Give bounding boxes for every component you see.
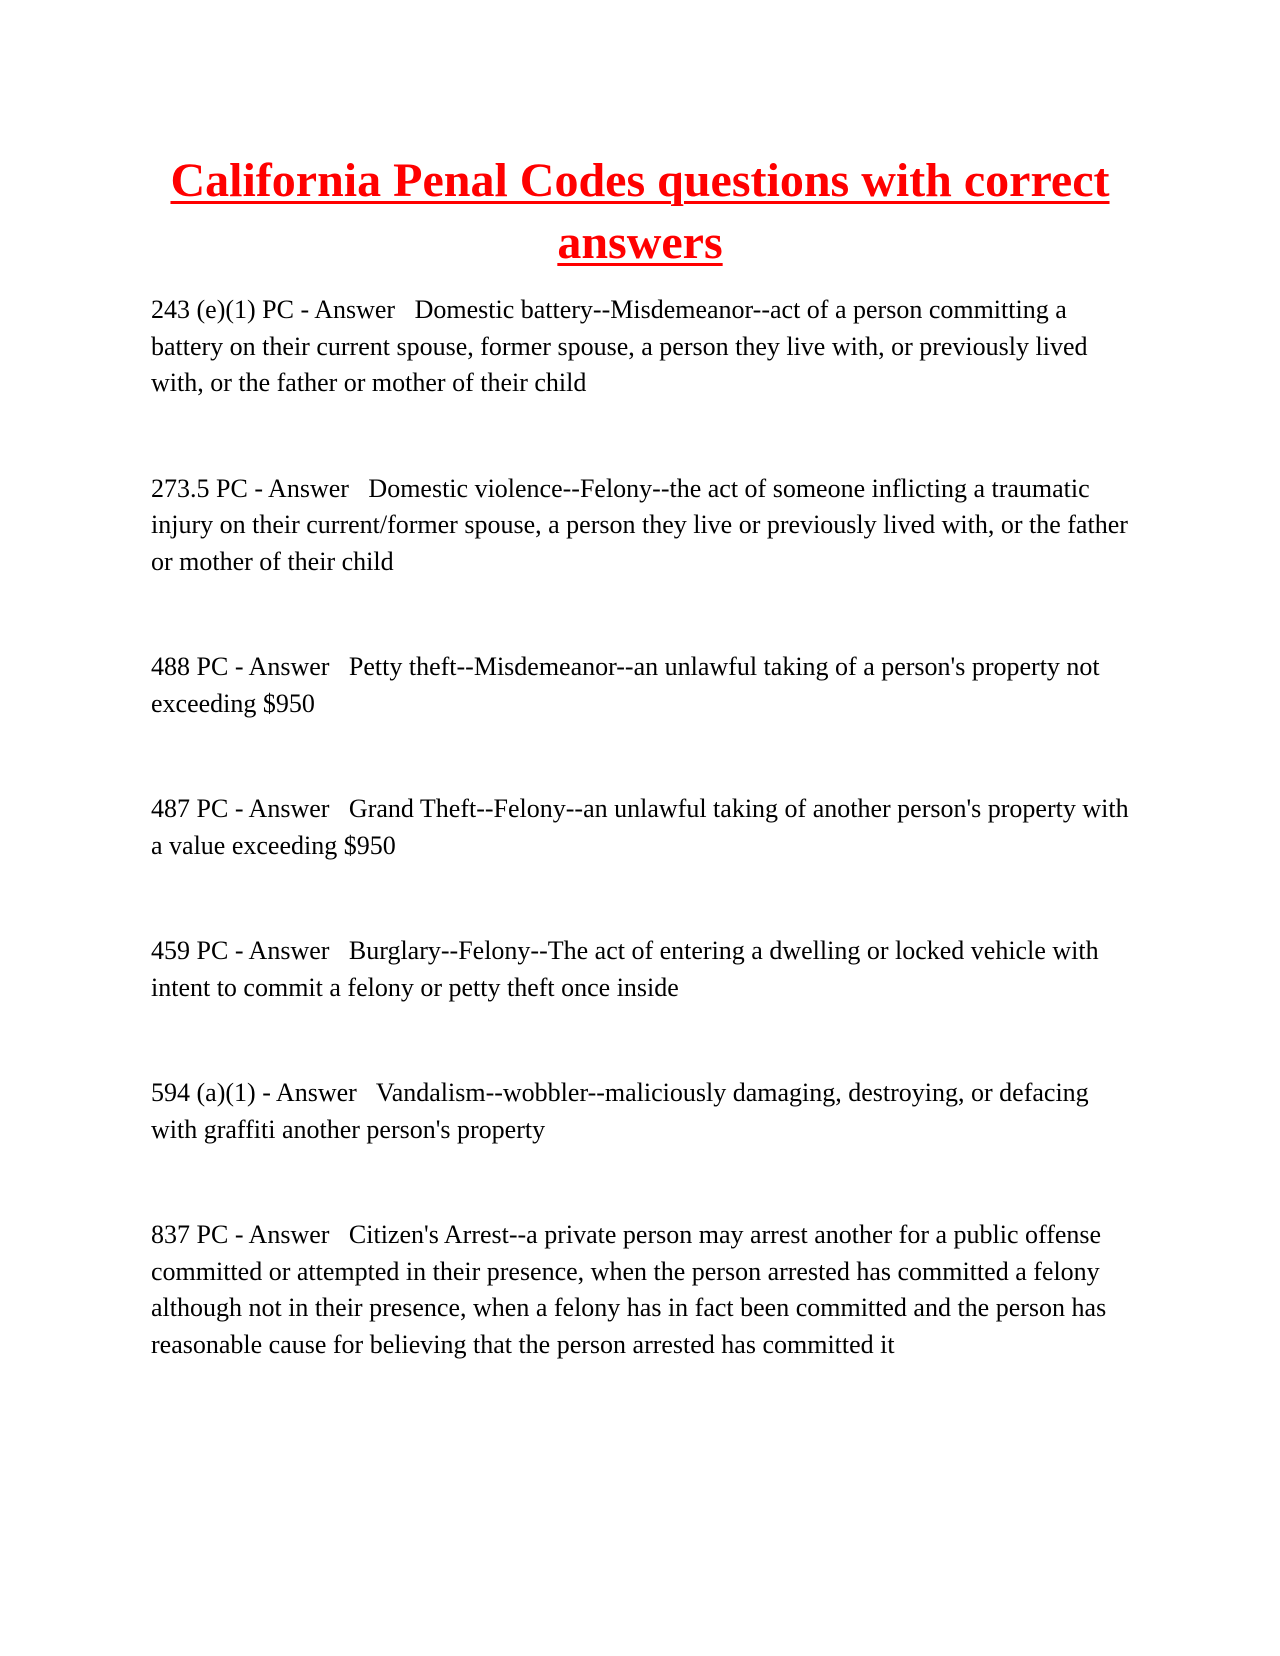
document-title: California Penal Codes questions with correct answers [170,154,1110,269]
penal-code: 488 PC [151,652,229,681]
answer-text: Domestic violence--Felony--the act of someone inflicting a traumatic injury on their current/former spouse, a person they live or previously lived with, or the father or mother of their child [151,473,1128,576]
qa-entry: 459 PC - Answer Burglary--Felony--The act of entering a dwelling or locked vehicle with intent to commit a felony or petty theft once inside [151,936,1099,1002]
answer-label: Answer [248,794,330,823]
qa-list [151,292,1131,1432]
penal-code: 243 (e)(1) PC [151,295,294,324]
answer-text: Grand Theft--Felony--an unlawful taking of another person's property with a value exceeding $950 [151,794,1129,860]
answer-text: Vandalism--wobbler--maliciously damaging, destroying, or defacing with graffiti another person's property [151,1078,1089,1144]
answer-label: Answer [268,473,349,503]
qa-entry: 273.5 PC - Answer Domestic violence--Felony--the act of someone inflicting a traumatic injury on their current/former spouse, a person they live or previously lived with, or the father or mother of their child [151,473,1128,576]
answer-label: Answer [248,1220,330,1249]
penal-code: 459 PC [151,936,229,965]
answer-text: Burglary--Felony--The act of entering a dwelling or locked vehicle with intent to commit a felony or petty theft once inside [151,936,1099,1002]
penal-code: 594 (a)(1) [151,1078,256,1107]
qa-entry: 487 PC - Answer Grand Theft--Felony--an unlawful taking of another person's property with a value exceeding $950 [151,794,1129,860]
qa-entry: 837 PC - Answer Citizen's Arrest--a private person may arrest another for a public offense committed or attempted in their presence, when the person arrested has committed a felony although not in their presence, when a felony has in fact been committed and the person has reasonable cause for believing that the person arrested has committed it [151,1220,1107,1359]
answer-label: Answer [248,936,330,965]
qa-entry: 243 (e)(1) PC - Answer Domestic battery--Misdemeanor--act of a person committing a battery on their current spouse, former spouse, a person they live with, or previously lived with, or the father or mother of their child [151,295,1088,397]
penal-code: 487 PC [151,794,229,823]
penal-code: 837 PC [151,1220,229,1249]
answer-label: Answer [248,652,330,681]
answer-text: Petty theft--Misdemeanor--an unlawful taking of a person's property not exceeding $950 [151,652,1100,718]
qa-entry: 488 PC - Answer Petty theft--Misdemeanor--an unlawful taking of a person's property not exceeding $950 [151,652,1100,718]
penal-code: 273.5 PC [151,473,248,503]
answer-label: Answer [314,295,396,324]
answer-text: Domestic battery--Misdemeanor--act of a person committing a battery on their current spouse, former spouse, a person they live with, or previously lived with, or the father or mother of their child [151,295,1088,397]
answer-text: Citizen's Arrest--a private person may arrest another for a public offense committed or attempted in their presence, when the person arrested has committed a felony although not in their presence, when a felony has in fact been committed and the person has reasonable cause for believing that the person arrested has committed it [151,1220,1107,1359]
answer-label: Answer [275,1078,357,1107]
qa-entry: 594 (a)(1) - Answer Vandalism--wobbler--maliciously damaging, destroying, or defacing with graffiti another person's property [151,1078,1089,1144]
